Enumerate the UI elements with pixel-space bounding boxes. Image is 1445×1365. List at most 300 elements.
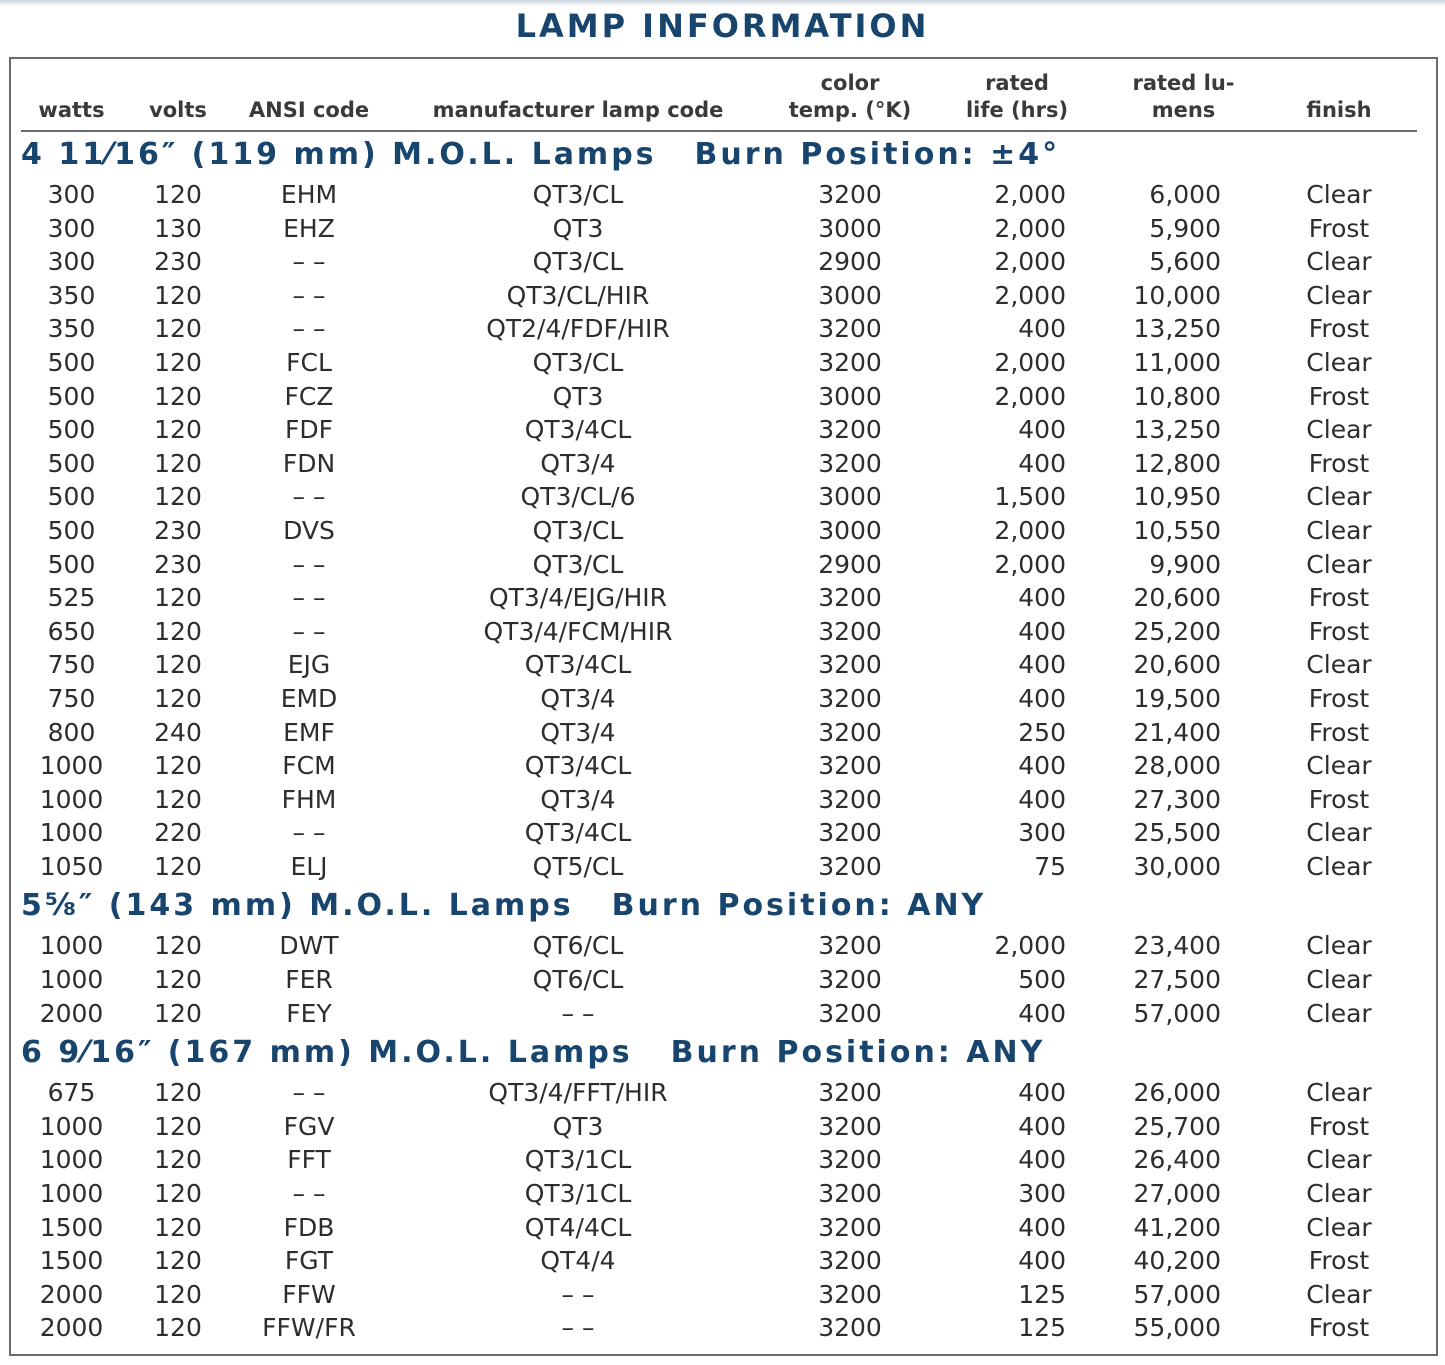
- cell-volts: 120: [154, 347, 202, 377]
- cell-ansi-code: – –: [292, 247, 326, 277]
- cell-rated-lumens: 10,000: [1133, 280, 1221, 310]
- cell-ansi-code: – –: [292, 549, 326, 579]
- cell-volts: 120: [154, 314, 202, 344]
- cell-manufacturer-code: – –: [561, 1313, 595, 1343]
- table-row: [21, 212, 1417, 246]
- cell-color-temp: 3200: [818, 314, 882, 344]
- section-size-label: 6 9⁄16″ (167 mm) M.O.L. Lamps: [21, 1035, 633, 1071]
- cell-rated-lumens: 25,500: [1133, 818, 1221, 848]
- cell-finish: Clear: [1306, 818, 1372, 848]
- cell-finish: Frost: [1308, 1246, 1370, 1276]
- cell-volts: 120: [154, 180, 202, 209]
- cell-color-temp: 3000: [818, 381, 882, 411]
- cell-volts: 120: [154, 998, 202, 1028]
- table-row: [21, 816, 1417, 850]
- table-row: [21, 447, 1417, 481]
- section-heading-cell: [21, 131, 1417, 178]
- cell-rated-lumens: 27,300: [1133, 784, 1221, 814]
- cell-rated-life: 400: [1018, 616, 1066, 646]
- cell-rated-lumens: 23,400: [1133, 931, 1221, 961]
- cell-watts: 750: [47, 650, 96, 680]
- cell-rated-life: 400: [1018, 448, 1066, 478]
- cell-rated-life: 400: [1018, 1212, 1066, 1242]
- page-title: LAMP INFORMATION: [515, 7, 930, 45]
- cell-watts: 2000: [39, 1313, 104, 1343]
- cell-color-temp: 3200: [818, 1179, 882, 1209]
- cell-volts: 120: [154, 851, 202, 881]
- cell-watts: 500: [47, 415, 96, 445]
- cell-rated-life: 300: [1018, 1179, 1066, 1209]
- cell-rated-life: 250: [1018, 717, 1066, 747]
- table-row: [21, 380, 1417, 414]
- cell-rated-life: 400: [1018, 314, 1066, 344]
- cell-watts: 1500: [39, 1212, 104, 1242]
- cell-ansi-code: EJG: [287, 650, 331, 680]
- cell-rated-lumens: 19,500: [1133, 683, 1221, 713]
- cell-color-temp: 2900: [818, 549, 882, 579]
- cell-rated-lumens: 27,500: [1133, 965, 1221, 995]
- cell-volts: 230: [154, 549, 202, 579]
- cell-watts: 1000: [39, 965, 104, 995]
- cell-manufacturer-code: QT3/CL/6: [520, 482, 636, 512]
- cell-finish: Clear: [1306, 247, 1372, 277]
- cell-ansi-code: – –: [292, 280, 326, 310]
- cell-finish: Clear: [1306, 482, 1372, 512]
- cell-volts: 120: [154, 1212, 202, 1242]
- section-heading-cell: [21, 883, 1417, 929]
- cell-rated-lumens: 12,800: [1133, 448, 1221, 478]
- cell-volts: 120: [154, 381, 202, 411]
- cell-watts: 300: [47, 247, 96, 277]
- cell-color-temp: 3000: [818, 280, 882, 310]
- cell-watts: 500: [47, 448, 96, 478]
- cell-finish: Clear: [1306, 180, 1372, 209]
- cell-rated-lumens: 13,250: [1133, 415, 1221, 445]
- cell-finish: Clear: [1306, 1179, 1372, 1209]
- cell-watts: 2000: [39, 1279, 104, 1309]
- header-watts: watts: [21, 66, 122, 131]
- cell-color-temp: 3200: [818, 965, 882, 995]
- cell-ansi-code: DWT: [279, 931, 339, 961]
- table-row: [21, 615, 1417, 649]
- cell-ansi-code: – –: [292, 583, 326, 613]
- cell-rated-lumens: 57,000: [1133, 998, 1221, 1028]
- table-row: [21, 312, 1417, 346]
- cell-finish: Frost: [1308, 717, 1370, 747]
- cell-manufacturer-code: QT3/CL: [532, 347, 624, 377]
- cell-finish: Frost: [1308, 381, 1370, 411]
- cell-watts: 500: [47, 347, 96, 377]
- cell-ansi-code: – –: [292, 616, 326, 646]
- cell-manufacturer-code: QT5/CL: [532, 851, 624, 881]
- cell-manufacturer-code: QT3/4CL: [524, 751, 632, 781]
- cell-rated-life: 400: [1018, 415, 1066, 445]
- cell-rated-life: 400: [1018, 1145, 1066, 1175]
- cell-color-temp: 3000: [818, 213, 882, 243]
- cell-finish: Clear: [1306, 1145, 1372, 1175]
- table-row: [21, 1311, 1417, 1345]
- cell-volts: 240: [154, 717, 202, 747]
- cell-volts: 120: [154, 1279, 202, 1309]
- cell-watts: 800: [47, 717, 96, 747]
- cell-color-temp: 3200: [818, 717, 882, 747]
- table-row: [21, 997, 1417, 1031]
- cell-manufacturer-code: QT3: [552, 213, 604, 243]
- cell-rated-lumens: 26,400: [1133, 1145, 1221, 1175]
- cell-manufacturer-code: QT2/4/FDF/HIR: [486, 314, 670, 344]
- cell-manufacturer-code: QT4/4: [540, 1246, 616, 1276]
- cell-rated-life: 300: [1018, 818, 1066, 848]
- cell-rated-life: 2,000: [994, 381, 1066, 411]
- cell-rated-lumens: 25,700: [1133, 1111, 1221, 1141]
- cell-finish: Clear: [1306, 998, 1372, 1028]
- cell-finish: Clear: [1306, 931, 1372, 961]
- cell-volts: 120: [154, 616, 202, 646]
- cell-watts: 350: [47, 314, 96, 344]
- cell-volts: 120: [154, 650, 202, 680]
- header-finish: finish: [1261, 66, 1417, 131]
- cell-ansi-code: FCM: [282, 751, 336, 781]
- cell-ansi-code: EMF: [283, 717, 335, 747]
- section-burn-position: Burn Position: ANY: [670, 1035, 1046, 1071]
- cell-rated-life: 400: [1018, 784, 1066, 814]
- table-row: [21, 783, 1417, 817]
- header-rated-lumens: rated lu- mens: [1106, 66, 1261, 131]
- section-heading: [21, 883, 1417, 929]
- cell-volts: 120: [154, 448, 202, 478]
- cell-rated-life: 2,000: [994, 180, 1066, 209]
- cell-manufacturer-code: QT3/CL: [532, 515, 624, 545]
- cell-watts: 1000: [39, 1145, 104, 1175]
- cell-rated-life: 2,000: [994, 213, 1066, 243]
- cell-rated-life: 400: [1018, 1111, 1066, 1141]
- cell-watts: 675: [47, 1078, 96, 1108]
- table-row: [21, 581, 1417, 615]
- cell-color-temp: 3200: [818, 818, 882, 848]
- cell-rated-life: 500: [1018, 965, 1066, 995]
- cell-finish: Frost: [1308, 616, 1370, 646]
- table-row: [21, 929, 1417, 963]
- cell-rated-lumens: 21,400: [1133, 717, 1221, 747]
- cell-volts: 230: [154, 515, 202, 545]
- cell-ansi-code: EHZ: [283, 213, 335, 243]
- table-row: [21, 480, 1417, 514]
- cell-watts: 500: [47, 482, 96, 512]
- cell-watts: 500: [47, 381, 96, 411]
- cell-ansi-code: FDF: [284, 415, 333, 445]
- cell-color-temp: 3200: [818, 1313, 882, 1343]
- cell-finish: Clear: [1306, 1212, 1372, 1242]
- table-row: [21, 178, 1417, 212]
- cell-volts: 120: [154, 1111, 202, 1141]
- cell-ansi-code: FFT: [287, 1145, 331, 1175]
- cell-color-temp: 3200: [818, 751, 882, 781]
- cell-color-temp: 3200: [818, 851, 882, 881]
- cell-finish: Clear: [1306, 965, 1372, 995]
- cell-watts: 350: [47, 280, 96, 310]
- cell-manufacturer-code: QT3/4CL: [524, 818, 632, 848]
- cell-manufacturer-code: QT3/4: [540, 717, 616, 747]
- cell-manufacturer-code: – –: [561, 1279, 595, 1309]
- cell-watts: 1000: [39, 931, 104, 961]
- cell-finish: Clear: [1306, 415, 1372, 445]
- cell-manufacturer-code: QT3/1CL: [524, 1179, 632, 1209]
- cell-ansi-code: FCL: [286, 347, 332, 377]
- cell-rated-lumens: 27,000: [1133, 1179, 1221, 1209]
- header-volts: volts: [122, 66, 234, 131]
- cell-finish: Frost: [1308, 213, 1370, 243]
- table-row: [21, 346, 1417, 380]
- cell-ansi-code: FFW: [282, 1279, 336, 1309]
- section-heading-cell: [21, 1030, 1417, 1076]
- cell-finish: Clear: [1306, 549, 1372, 579]
- cell-manufacturer-code: QT3: [552, 381, 604, 411]
- cell-color-temp: 3200: [818, 1212, 882, 1242]
- section-burn-position: Burn Position: ±4°: [694, 137, 1061, 172]
- header-manufacturer: manufacturer lamp code: [384, 66, 772, 131]
- table-row: [21, 648, 1417, 682]
- cell-manufacturer-code: QT4/4CL: [524, 1212, 632, 1242]
- cell-watts: 750: [47, 683, 96, 713]
- cell-watts: 525: [47, 583, 96, 613]
- cell-watts: 1000: [39, 784, 104, 814]
- cell-watts: 1000: [39, 1179, 104, 1209]
- cell-color-temp: 3200: [818, 180, 882, 209]
- cell-color-temp: 3200: [818, 1246, 882, 1276]
- cell-ansi-code: FGT: [284, 1246, 334, 1276]
- cell-rated-life: 1,500: [994, 482, 1066, 512]
- cell-finish: Clear: [1306, 650, 1372, 680]
- cell-volts: 120: [154, 751, 202, 781]
- cell-volts: 120: [154, 1246, 202, 1276]
- cell-rated-lumens: 9,900: [1149, 549, 1221, 579]
- cell-finish: Frost: [1308, 784, 1370, 814]
- cell-rated-lumens: 6,000: [1149, 180, 1221, 209]
- cell-ansi-code: FFW/FR: [262, 1313, 356, 1343]
- table-row: [21, 413, 1417, 447]
- cell-rated-life: 400: [1018, 683, 1066, 713]
- cell-finish: Clear: [1306, 1078, 1372, 1108]
- cell-color-temp: 3200: [818, 415, 882, 445]
- cell-ansi-code: DVS: [283, 515, 335, 545]
- cell-volts: 120: [154, 683, 202, 713]
- table-body: [21, 131, 1417, 1345]
- cell-volts: 120: [154, 280, 202, 310]
- cell-manufacturer-code: QT3: [552, 1111, 604, 1141]
- cell-color-temp: 3200: [818, 784, 882, 814]
- cell-manufacturer-code: QT3/4CL: [524, 650, 632, 680]
- cell-manufacturer-code: QT3/4CL: [524, 415, 632, 445]
- cell-manufacturer-code: QT3/CL/HIR: [506, 280, 650, 310]
- cell-ansi-code: FDN: [282, 448, 336, 478]
- cell-rated-life: 400: [1018, 650, 1066, 680]
- cell-finish: Frost: [1308, 314, 1370, 344]
- cell-ansi-code: – –: [292, 818, 326, 848]
- cell-rated-life: 400: [1018, 1078, 1066, 1108]
- cell-color-temp: 3200: [818, 1078, 882, 1108]
- cell-color-temp: 3000: [818, 515, 882, 545]
- cell-rated-lumens: 20,600: [1133, 583, 1221, 613]
- table-row: [21, 514, 1417, 548]
- cell-ansi-code: – –: [292, 314, 326, 344]
- cell-color-temp: 3200: [818, 683, 882, 713]
- cell-rated-life: 2,000: [994, 515, 1066, 545]
- cell-color-temp: 3200: [818, 931, 882, 961]
- cell-ansi-code: FER: [285, 965, 333, 995]
- cell-rated-lumens: 10,800: [1133, 381, 1221, 411]
- cell-ansi-code: EHM: [280, 180, 338, 209]
- cell-volts: 120: [154, 1078, 202, 1108]
- cell-finish: Clear: [1306, 280, 1372, 310]
- cell-manufacturer-code: QT3/1CL: [524, 1145, 632, 1175]
- cell-rated-lumens: 25,200: [1133, 616, 1221, 646]
- cell-rated-lumens: 5,600: [1149, 247, 1221, 277]
- cell-manufacturer-code: QT3/4/FFT/HIR: [488, 1078, 668, 1108]
- cell-volts: 120: [154, 583, 202, 613]
- cell-rated-life: 400: [1018, 1246, 1066, 1276]
- cell-rated-lumens: 41,200: [1133, 1212, 1221, 1242]
- cell-ansi-code: FHM: [281, 784, 337, 814]
- table-row: [21, 548, 1417, 582]
- cell-volts: 120: [154, 931, 202, 961]
- cell-rated-lumens: 55,000: [1133, 1313, 1221, 1343]
- table-row: [21, 1076, 1417, 1110]
- cell-finish: Frost: [1308, 448, 1370, 478]
- cell-color-temp: 2900: [818, 247, 882, 277]
- cell-watts: 300: [47, 180, 96, 209]
- cell-color-temp: 3200: [818, 1279, 882, 1309]
- cell-rated-lumens: 57,000: [1133, 1279, 1221, 1309]
- cell-volts: 220: [154, 818, 202, 848]
- cell-color-temp: 3200: [818, 347, 882, 377]
- cell-rated-life: 125: [1018, 1313, 1066, 1343]
- cell-rated-life: 2,000: [994, 931, 1066, 961]
- cell-manufacturer-code: QT6/CL: [532, 931, 624, 961]
- table-row: [21, 682, 1417, 716]
- cell-volts: 120: [154, 1179, 202, 1209]
- table-row: [21, 1143, 1417, 1177]
- table-row: [21, 1278, 1417, 1312]
- table-row: [21, 1211, 1417, 1245]
- section-size-label: 4 11⁄16″ (119 mm) M.O.L. Lamps: [21, 137, 657, 172]
- cell-rated-life: 2,000: [994, 549, 1066, 579]
- section-heading: [21, 1030, 1417, 1076]
- cell-manufacturer-code: QT3/CL: [532, 247, 624, 277]
- cell-watts: 650: [47, 616, 96, 646]
- cell-rated-life: 75: [1034, 851, 1066, 881]
- cell-rated-lumens: 28,000: [1133, 751, 1221, 781]
- cell-volts: 120: [154, 965, 202, 995]
- cell-manufacturer-code: QT6/CL: [532, 965, 624, 995]
- cell-finish: Clear: [1306, 851, 1372, 881]
- section-size-label: 5⅝″ (143 mm) M.O.L. Lamps: [21, 888, 574, 924]
- table-row: [21, 963, 1417, 997]
- cell-finish: Clear: [1306, 515, 1372, 545]
- cell-ansi-code: – –: [292, 482, 326, 512]
- cell-volts: 120: [154, 415, 202, 445]
- lamp-table: [21, 66, 1417, 1345]
- cell-rated-lumens: 30,000: [1133, 851, 1221, 881]
- cell-watts: 500: [47, 549, 96, 579]
- section-burn-position: Burn Position: ANY: [611, 888, 987, 924]
- cell-ansi-code: FGV: [283, 1111, 335, 1141]
- cell-rated-life: 125: [1018, 1279, 1066, 1309]
- cell-watts: 2000: [39, 998, 104, 1028]
- cell-color-temp: 3200: [818, 448, 882, 478]
- table-row: [21, 716, 1417, 750]
- cell-ansi-code: – –: [292, 1179, 326, 1209]
- table-row: [21, 279, 1417, 313]
- table-row: [21, 1244, 1417, 1278]
- cell-volts: 120: [154, 1313, 202, 1343]
- header-color-temp: color temp. (°K): [772, 66, 928, 131]
- cell-rated-life: 2,000: [994, 347, 1066, 377]
- cell-manufacturer-code: QT3/4: [540, 784, 616, 814]
- cell-watts: 500: [47, 515, 96, 545]
- cell-manufacturer-code: QT3/CL: [532, 180, 624, 209]
- cell-finish: Frost: [1308, 1313, 1370, 1343]
- cell-rated-life: 400: [1018, 751, 1066, 781]
- cell-manufacturer-code: QT3/4: [540, 683, 616, 713]
- section-heading: [21, 131, 1417, 178]
- cell-rated-lumens: 13,250: [1133, 314, 1221, 344]
- cell-watts: 1000: [39, 818, 104, 848]
- cell-manufacturer-code: QT3/4: [540, 448, 616, 478]
- table-row: [21, 749, 1417, 783]
- cell-finish: Clear: [1306, 347, 1372, 377]
- cell-watts: 1000: [39, 1111, 104, 1141]
- cell-rated-lumens: 26,000: [1133, 1078, 1221, 1108]
- cell-rated-lumens: 10,550: [1133, 515, 1221, 545]
- cell-color-temp: 3200: [818, 650, 882, 680]
- cell-manufacturer-code: QT3/4/EJG/HIR: [488, 583, 668, 613]
- header-ansi: ANSI code: [234, 66, 384, 131]
- cell-color-temp: 3200: [818, 998, 882, 1028]
- cell-ansi-code: EMD: [280, 683, 338, 713]
- cell-volts: 120: [154, 482, 202, 512]
- cell-ansi-code: FCZ: [284, 381, 334, 411]
- cell-manufacturer-code: – –: [561, 998, 595, 1028]
- cell-finish: Frost: [1308, 583, 1370, 613]
- cell-rated-lumens: 11,000: [1133, 347, 1221, 377]
- cell-rated-lumens: 40,200: [1133, 1246, 1221, 1276]
- table-row: [21, 1177, 1417, 1211]
- cell-ansi-code: FEY: [286, 998, 332, 1028]
- cell-rated-lumens: 20,600: [1133, 650, 1221, 680]
- cell-color-temp: 3200: [818, 583, 882, 613]
- table-row: [21, 1110, 1417, 1144]
- cell-finish: Frost: [1308, 683, 1370, 713]
- cell-rated-lumens: 5,900: [1149, 213, 1221, 243]
- cell-watts: 1000: [39, 751, 104, 781]
- cell-manufacturer-code: QT3/4/FCM/HIR: [483, 616, 673, 646]
- header-row: [21, 66, 1417, 131]
- cell-finish: Frost: [1308, 1111, 1370, 1141]
- cell-volts: 120: [154, 1145, 202, 1175]
- cell-rated-life: 2,000: [994, 247, 1066, 277]
- cell-manufacturer-code: QT3/CL: [532, 549, 624, 579]
- table-row: [21, 850, 1417, 884]
- cell-color-temp: 3000: [818, 482, 882, 512]
- header-rated-life: rated life (hrs): [928, 66, 1106, 131]
- cell-color-temp: 3200: [818, 616, 882, 646]
- cell-ansi-code: ELJ: [290, 851, 328, 881]
- cell-color-temp: 3200: [818, 1111, 882, 1141]
- cell-watts: 300: [47, 213, 96, 243]
- cell-volts: 120: [154, 784, 202, 814]
- cell-watts: 1050: [39, 851, 104, 881]
- table-row: [21, 245, 1417, 279]
